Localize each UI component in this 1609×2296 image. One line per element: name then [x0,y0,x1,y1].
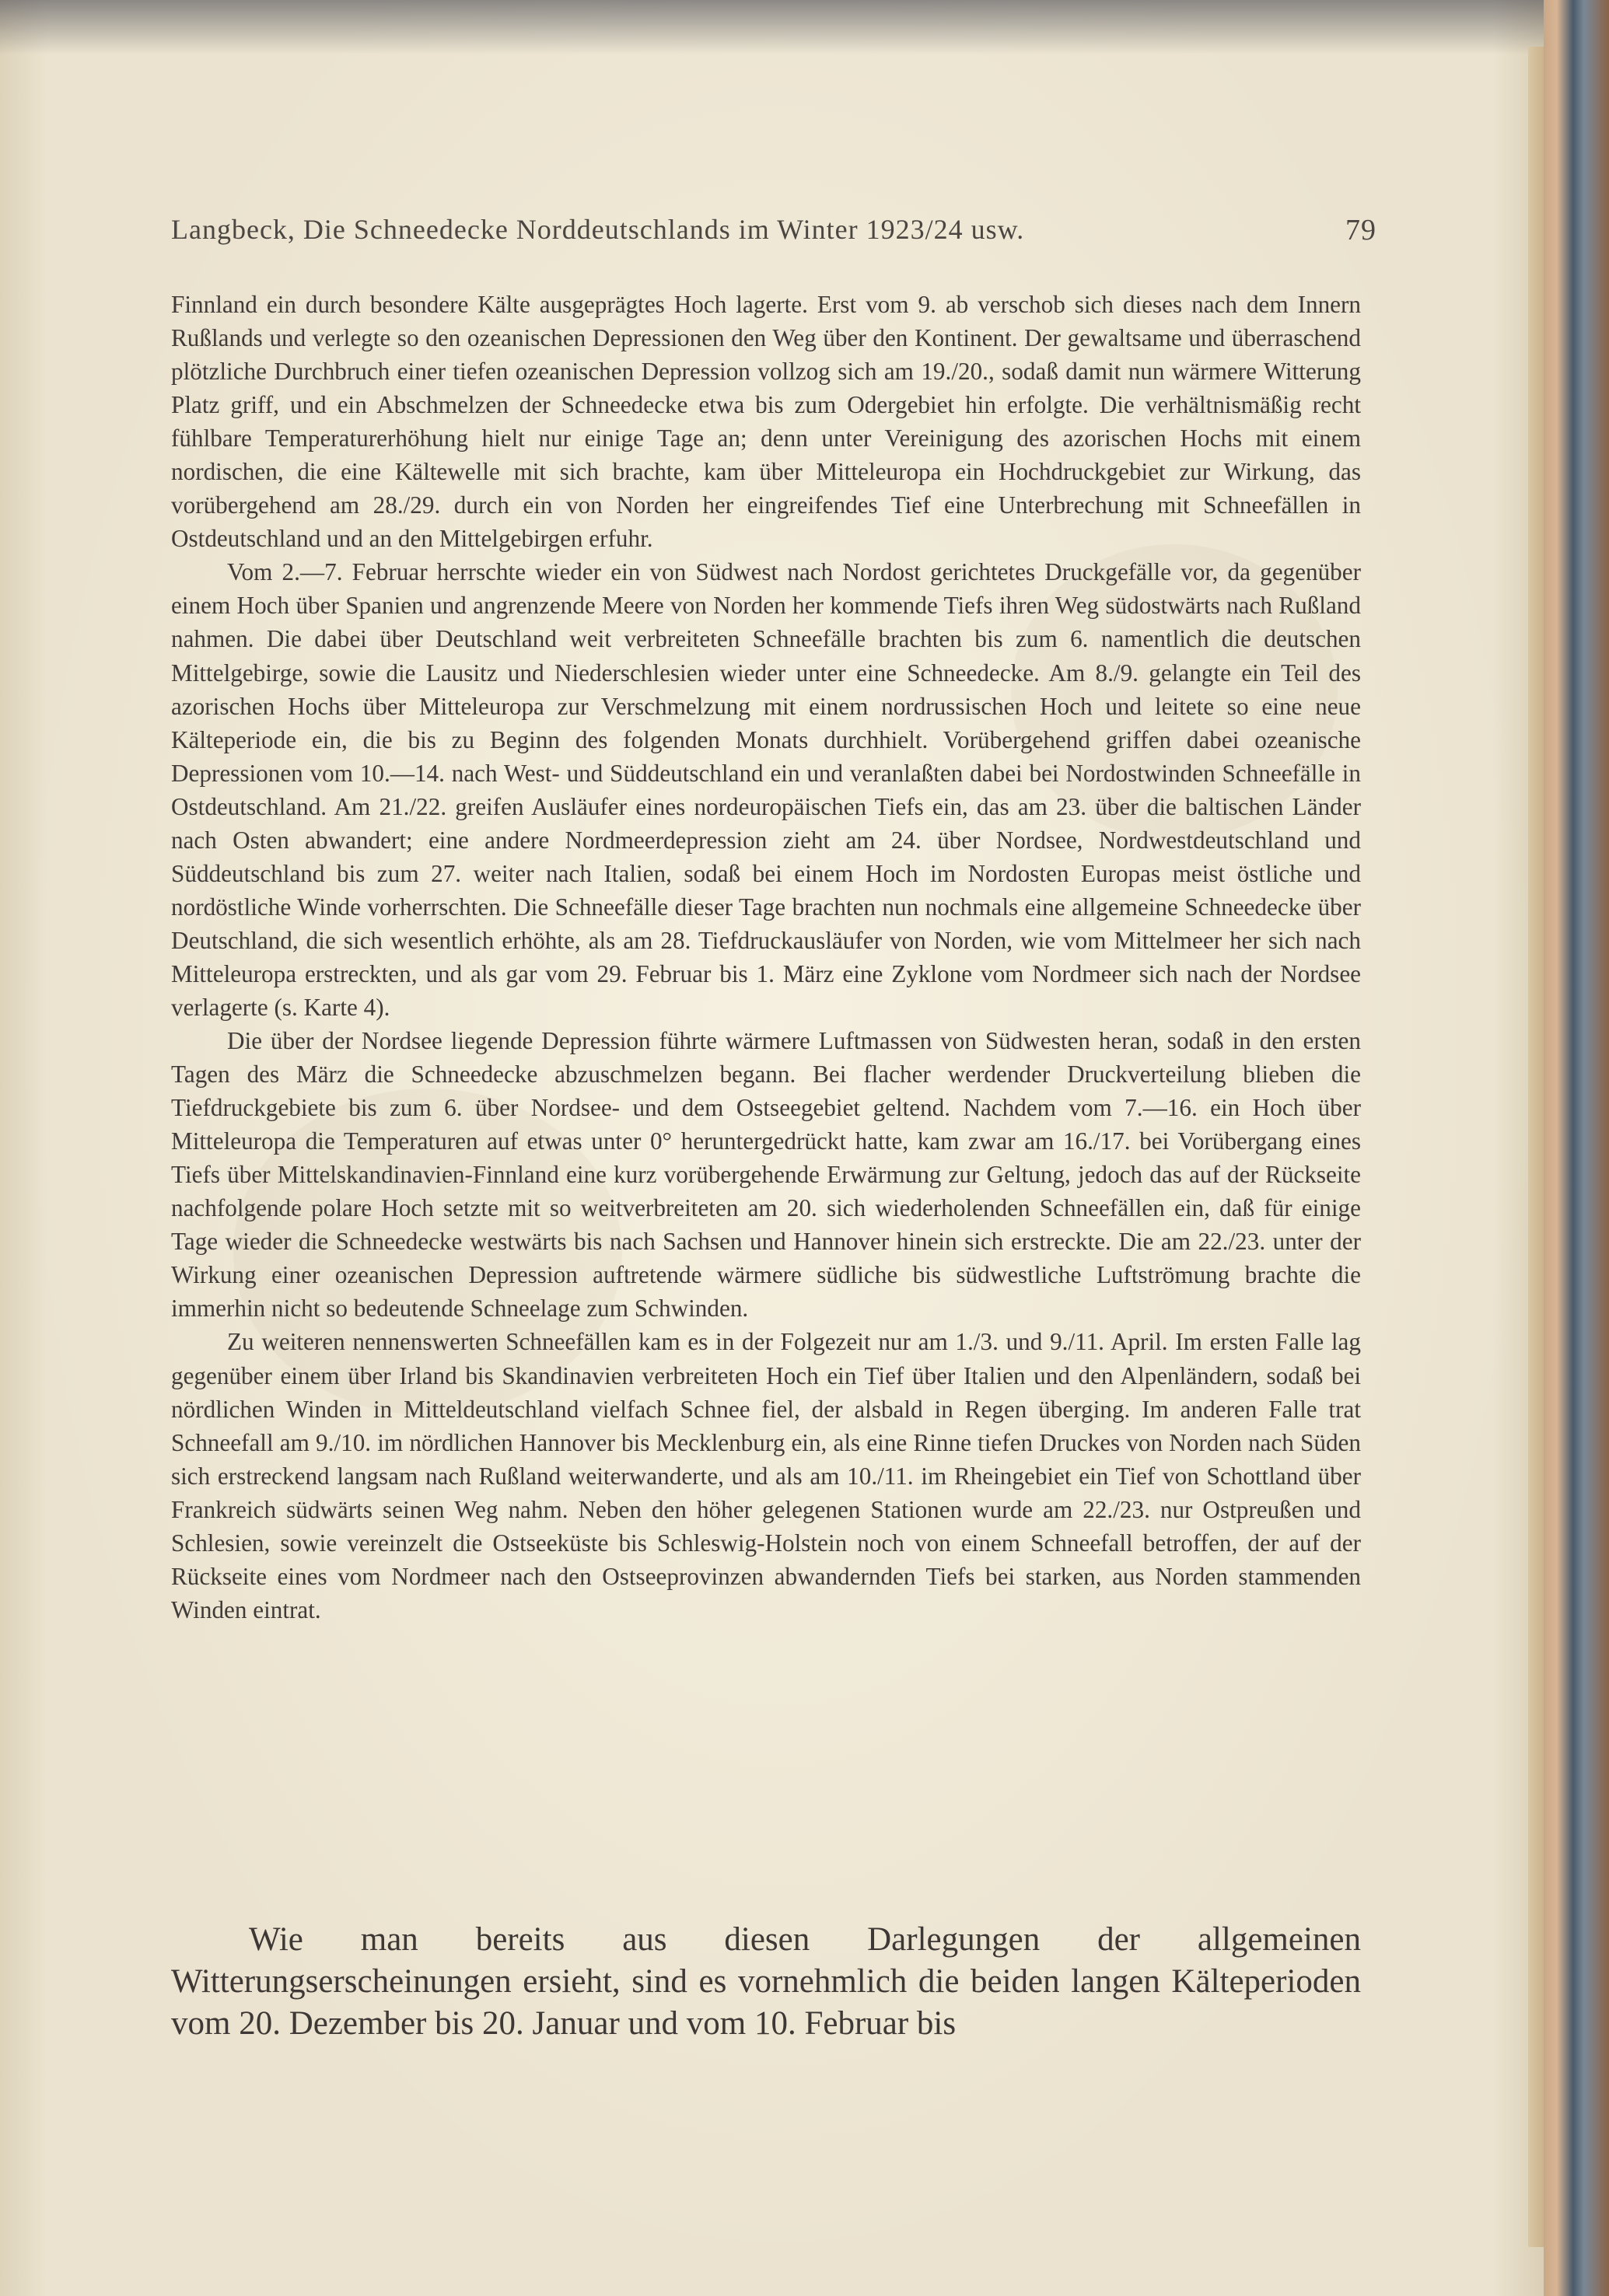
paragraph: Die über der Nordsee liegende Depression führte wärmere Luftmassen von Südwesten heran, sodaß in den ersten Tagen des März die Schneedecke abzuschmelzen begann. Bei flacher werdender Druckverteilung blieben die Tiefdruckgebiete bis zum 6. über Nordsee- und dem Ostseegebiet geltend. Nachdem vom 7.—16. ein Hoch über Mitteleuropa die Temperaturen auf etwas unter 0° heruntergedrückt hatte, kam zwar am 16./17. bei Vorübergang eines Tiefs über Mittelskandinavien-Finnland eine kurz vorübergehende Erwärmung zur Geltung, jedoch das auf der Rückseite nachfolgende polare Hoch setzte mit so weitverbreiteten am 20. sich wiederholenden Schneefällen ein, daß für einige Tage wieder die Schneedecke westwärts bis nach Sachsen und Hannover hinein sich erstreckte. Die am 22./23. unter der Wirkung einer ozeanischen Depression auftretende wärmere südliche bis südwestliche Luftströmung brachte die immerhin nicht so bedeutende Schneelage zum Schwinden. [171,1027,1361,1323]
paragraph: Finnland ein durch besondere Kälte ausgeprägtes Hoch lagerte. Erst vom 9. ab verschob sich dieses nach dem Innern Rußlands und verlegte so den ozeanischen Depressionen den Weg über den Kontinent. Der gewaltsame und überraschend plötzliche Durchbruch einer tiefen ozeanischen Depression vollzog sich am 19./20., sodaß damit nun wärmere Witterung Platz griff, und ein Abschmelzen der Schneedecke etwa bis zum Odergebiet hin erfolgte. Die verhältnismäßig recht fühlbare Temperaturerhöhung hielt nur einige Tage an; denn unter Vereinigung des azorischen Hochs mit einem nordischen, die eine Kältewelle mit sich brachte, kam über Mitteleuropa ein Hochdruckgebiet zur Wirkung, das vorübergehend am 28./29. durch ein von Norden her eingreifendes Tief eine Unterbrechung mit Schneefällen in Ostdeutschland und an den Mittelgebirgen erfuhr. [171,291,1361,553]
body-text [171,288,1361,1627]
page-number: 79 [1345,214,1376,246]
running-head-title: Langbeck, Die Schneedecke Norddeutschlands im Winter 1923/24 usw. [171,214,1025,245]
paragraph: Vom 2.—7. Februar herrschte wieder ein von Südwest nach Nordost gerichtetes Druckgefälle vor, da gegenüber einem Hoch über Spanien und angrenzende Meere von Norden her kommende Tiefs ihren Weg südostwärts nach Rußland nahmen. Die dabei über Deutschland weit verbreiteten Schneefälle brachten bis zum 6. namentlich die deutschen Mittelgebirge, sowie die Lausitz und Niederschlesien wieder unter eine Schneedecke. Am 8./9. gelangte ein Teil des azorischen Hochs über Mitteleuropa zur Verschmelzung mit einem nordrussischen Hoch und leitete so eine neue Kälteperiode ein, die bis zu Beginn des folgenden Monats durchhielt. Vorübergehend griffen dabei ozeanische Depressionen vom 10.—14. nach West- und Süddeutschland ein und veranlaßten dabei bei Nordostwinden Schneefälle in Ostdeutschland. Am 21./22. greifen Ausläufer eines nordeuropäischen Tiefs ein, das am 23. über die baltischen Länder nach Osten abwandert; eine andere Nordmeerdepression zieht am 24. über Nordsee, Nordwestdeutschland und Süddeutschland bis zum 27. weiter nach Italien, sodaß bei einem Hoch im Nordosten Europas meist östliche und nordöstliche Winde vorherrschten. Die Schneefälle dieser Tage brachten nun nochmals eine allgemeine Schneedecke über Deutschland, die sich wesentlich erhöhte, als am 28. Tiefdruckausläufer von Norden, wie vom Mittelmeer her sich nach Mitteleuropa erstreckten, und als gar vom 29. Februar bis 1. März eine Zyklone vom Nordmeer sich nach der Nordsee verlagerte (s. Karte 4). [171,558,1361,1021]
running-head [171,213,1376,252]
page-top-shadow [0,0,1555,54]
page-edge [1528,47,1545,2247]
lead-paragraph: Wie man bereits aus diesen Darlegungen der allgemeinen Witterungserscheinungen ersieht, sind es vornehmlich die beiden langen Kälteperioden vom 20. Dezember bis 20. Januar und vom 10. Februar bis [171,1921,1361,2042]
book-spine [1544,0,1609,2296]
paragraph: Zu weiteren nennenswerten Schneefällen kam es in der Folgezeit nur am 1./3. und 9./11. April. Im ersten Falle lag gegenüber einem über Irland bis Skandinavien verbreiteten Hoch ein Tief über Italien und den Alpenländern, sodaß bei nördlichen Winden in Mitteldeutschland vielfach Schnee fiel, der alsbald in Regen überging. Im anderen Falle trat Schneefall am 9./10. im nördlichen Hannover bis Mecklenburg ein, als eine Rinne tiefen Druckes von Norden nach Süden sich erstreckend langsam nach Rußland weiterwanderte, und als am 10./11. im Rheingebiet ein Tief von Schottland über Frankreich südwärts seinen Weg nahm. Neben den höher gelegenen Stationen wurde am 22./23. nur Ostpreußen und Schlesien, sowie vereinzelt die Ostseeküste bis Schleswig-Holstein noch von einem Schneefall betroffen, der auf der Rückseite eines vom Nordmeer nach den Ostseeprovinzen abwandernden Tiefs bei starken, aus Norden stammenden Winden eintrat. [171,1328,1361,1623]
